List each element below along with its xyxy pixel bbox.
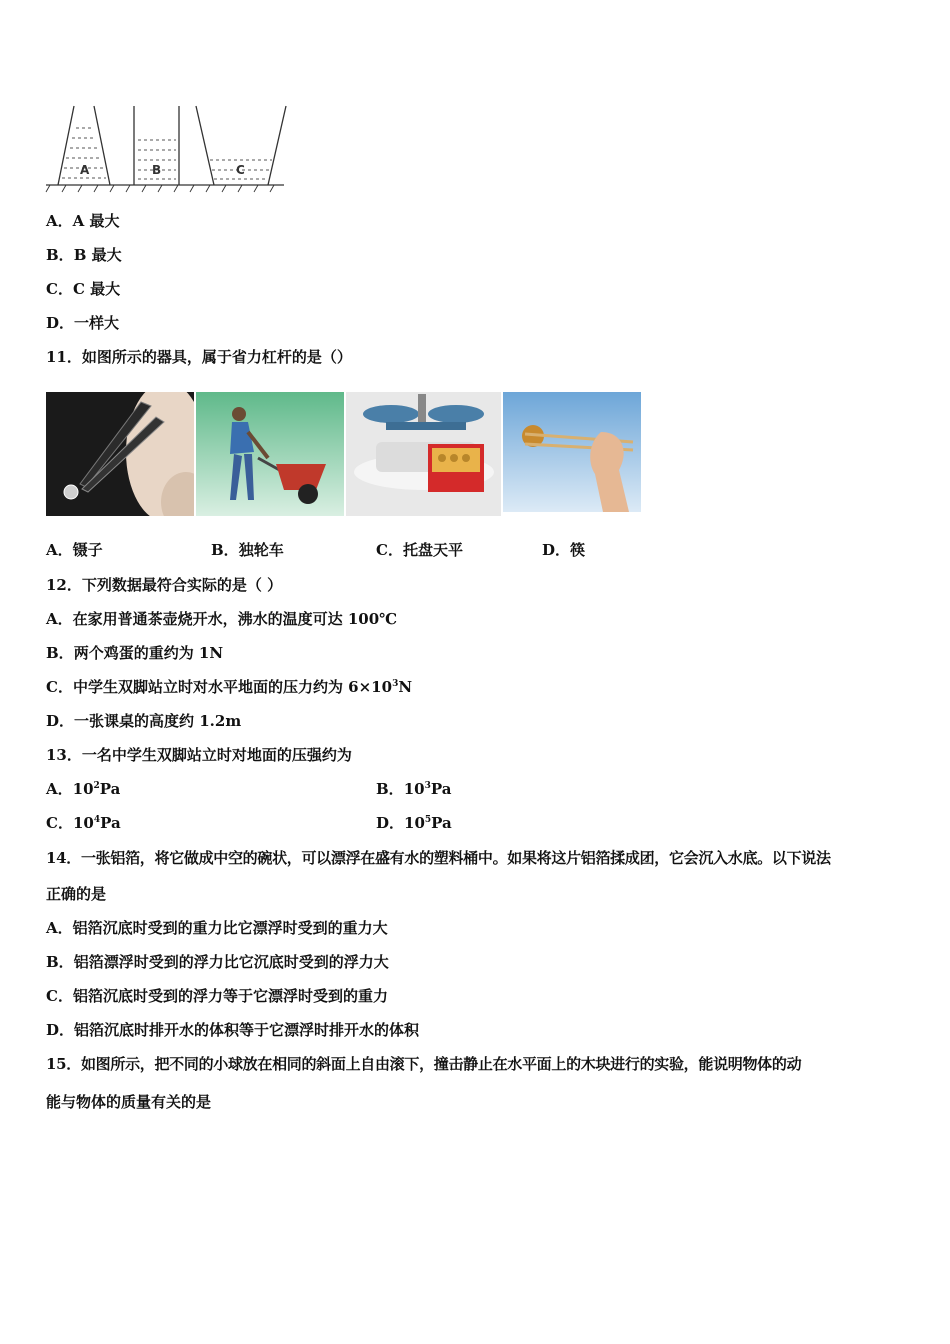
q10-option-d[interactable]: D．一样大 <box>46 314 120 332</box>
q14-option-b[interactable]: B．铝箔漂浮时受到的浮力比它沉底时受到的浮力大 <box>46 953 389 971</box>
q14-stem-line2: 正确的是 <box>46 885 107 903</box>
q12-stem: 12．下列数据最符合实际的是（ ） <box>46 576 283 594</box>
container-label-b: B <box>152 163 162 177</box>
q12-option-c[interactable]: C．中学生双脚站立时对水平地面的压力约为 $6\times 10^3N$ <box>46 678 413 696</box>
container-label-a: A <box>80 163 90 177</box>
q14-option-a[interactable]: A．铝箔沉底时受到的重力比它漂浮时受到的重力大 <box>46 919 388 937</box>
q15-stem-line2: 能与物体的质量有关的是 <box>46 1093 212 1111</box>
wheelbarrow-photo <box>196 392 344 516</box>
q13-option-d[interactable]: D．$10^5Pa$ <box>376 814 452 832</box>
container-label-c: C <box>236 163 245 177</box>
q12-option-a[interactable]: A．在家用普通茶壶烧开水，沸水的温度可达 100℃ <box>46 610 398 628</box>
q15-stem-line1: 15．如图所示，把不同的小球放在相同的斜面上自由滚下，撞击静止在水平面上的木块进行的实验，能说明物体的动 <box>46 1055 802 1073</box>
chopsticks-photo <box>503 392 641 512</box>
q12-option-d[interactable]: D．一张课桌的高度约 1.2m <box>46 712 242 730</box>
q13-option-a[interactable]: A．$10^2Pa$ <box>46 780 121 798</box>
balance-photo <box>346 392 501 516</box>
q10-option-c[interactable]: C．C 最大 <box>46 280 121 298</box>
q10-option-b[interactable]: B．B 最大 <box>46 246 122 264</box>
container-figure <box>44 100 292 196</box>
q13-option-b[interactable]: B．$10^3Pa$ <box>376 780 452 798</box>
q11-stem: 11．如图所示的器具，属于省力杠杆的是（） <box>46 348 352 366</box>
q11-option-d[interactable]: D．筷 <box>542 541 586 559</box>
tweezers-photo <box>46 392 194 516</box>
q11-option-c[interactable]: C．托盘天平 <box>376 541 463 559</box>
q14-stem-line1: 14．一张铝箔，将它做成中空的碗状，可以漂浮在盛有水的塑料桶中。如果将这片铝箔揉成团，它会沉入水底。以下说法 <box>46 849 831 867</box>
q10-option-a[interactable]: A．A 最大 <box>46 212 120 230</box>
q12-option-b[interactable]: B．两个鸡蛋的重约为 1N <box>46 644 224 662</box>
q13-option-c[interactable]: C．$10^4Pa$ <box>46 814 121 832</box>
q11-option-b[interactable]: B．独轮车 <box>211 541 284 559</box>
q13-stem: 13．一名中学生双脚站立时对地面的压强约为 <box>46 746 352 764</box>
q14-option-d[interactable]: D．铝箔沉底时排开水的体积等于它漂浮时排开水的体积 <box>46 1021 420 1039</box>
q11-option-a[interactable]: A．镊子 <box>46 541 103 559</box>
q14-option-c[interactable]: C．铝箔沉底时受到的浮力等于它漂浮时受到的重力 <box>46 987 388 1005</box>
